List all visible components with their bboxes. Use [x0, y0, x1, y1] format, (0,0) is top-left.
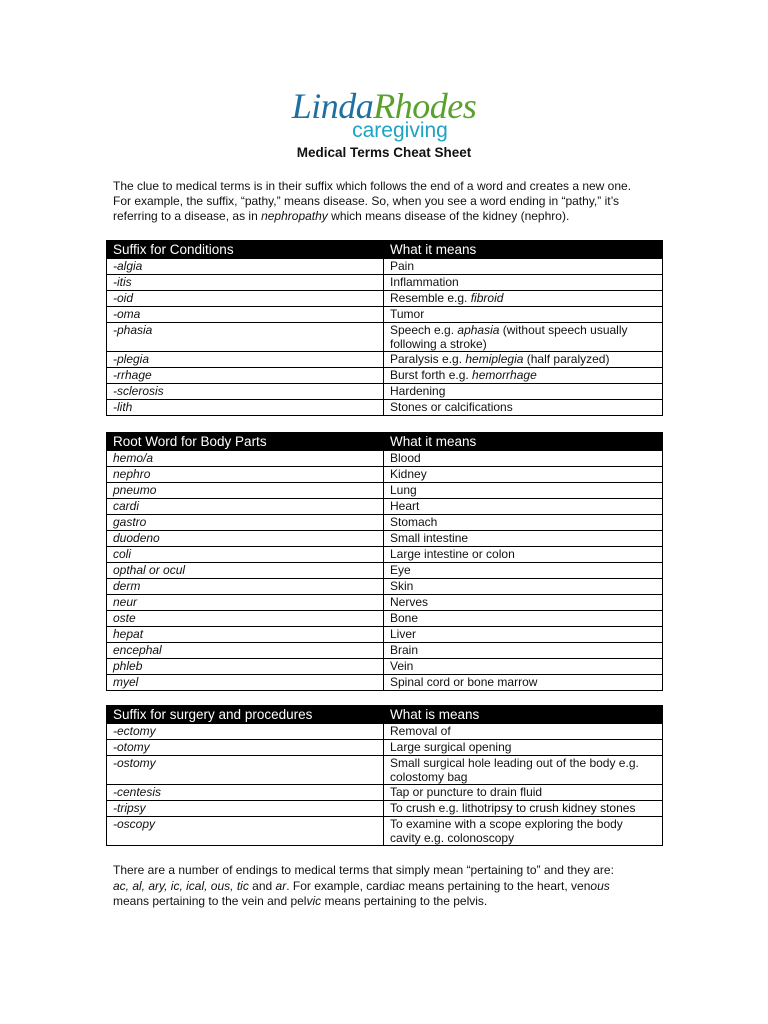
- table-row: [107, 643, 663, 659]
- meaning-cell: Paralysis e.g. hemiplegia (half paralyzed): [384, 352, 663, 368]
- body-parts-table: [106, 432, 663, 691]
- table-header-cell: What is means: [384, 706, 663, 724]
- meaning-cell: Stomach: [384, 515, 663, 531]
- table-header-cell: Root Word for Body Parts: [107, 433, 384, 451]
- term-cell: myel: [107, 675, 384, 691]
- table-header-cell: What it means: [384, 433, 663, 451]
- table-row: [107, 740, 663, 756]
- term-cell: -centesis: [107, 785, 384, 801]
- meaning-cell: To examine with a scope exploring the body cavity e.g. colonoscopy: [384, 817, 663, 846]
- table-header-row: [107, 433, 663, 451]
- term-cell: neur: [107, 595, 384, 611]
- table-row: [107, 579, 663, 595]
- term-cell: nephro: [107, 467, 384, 483]
- table-row: [107, 627, 663, 643]
- table-header-row: [107, 706, 663, 724]
- intro-paragraph: The clue to medical terms is in their suffix which follows the end of a word and creates a new one. For example, the suffix, “pathy,” means disease. So, when you see a word ending in “pathy,” it’s referring to a disease, as in nephropathy which means disease of the kidney (nephro).: [113, 179, 632, 223]
- meaning-cell: Brain: [384, 643, 663, 659]
- logo-wordmark: LindaRhodes: [291, 86, 477, 126]
- term-cell: hepat: [107, 627, 384, 643]
- page-title: Medical Terms Cheat Sheet: [296, 145, 472, 160]
- term-cell: -itis: [107, 275, 384, 291]
- term-cell: encephal: [107, 643, 384, 659]
- term-cell: hemo/a: [107, 451, 384, 467]
- term-cell: opthal or ocul: [107, 563, 384, 579]
- table-row: [107, 499, 663, 515]
- term-cell: -otomy: [107, 740, 384, 756]
- term-cell: -ostomy: [107, 756, 384, 785]
- term-cell: duodeno: [107, 531, 384, 547]
- table-row: [107, 259, 663, 275]
- meaning-cell: Burst forth e.g. hemorrhage: [384, 368, 663, 384]
- meaning-cell: Lung: [384, 483, 663, 499]
- meaning-cell: Hardening: [384, 384, 663, 400]
- term-cell: derm: [107, 579, 384, 595]
- table-header-cell: What it means: [384, 241, 663, 259]
- term-cell: -phasia: [107, 323, 384, 352]
- meaning-cell: Tumor: [384, 307, 663, 323]
- term-cell: -oscopy: [107, 817, 384, 846]
- meaning-cell: Small surgical hole leading out of the body e.g. colostomy bag: [384, 756, 663, 785]
- table-row: [107, 724, 663, 740]
- table-row: [107, 817, 663, 846]
- meaning-cell: Removal of: [384, 724, 663, 740]
- table-row: [107, 323, 663, 352]
- meaning-cell: Skin: [384, 579, 663, 595]
- term-cell: -oma: [107, 307, 384, 323]
- meaning-cell: Eye: [384, 563, 663, 579]
- meaning-cell: Speech e.g. aphasia (without speech usually following a stroke): [384, 323, 663, 352]
- table-row: [107, 659, 663, 675]
- term-cell: -tripsy: [107, 801, 384, 817]
- table-header-row: [107, 241, 663, 259]
- table-row: [107, 515, 663, 531]
- logo-tagline: caregiving: [352, 119, 448, 142]
- surgery-procedures-table: [106, 705, 663, 846]
- meaning-cell: Inflammation: [384, 275, 663, 291]
- table-row: [107, 307, 663, 323]
- meaning-cell: Vein: [384, 659, 663, 675]
- table-row: [107, 756, 663, 785]
- table-row: [107, 483, 663, 499]
- term-cell: -rrhage: [107, 368, 384, 384]
- term-cell: -lith: [107, 400, 384, 416]
- meaning-cell: Small intestine: [384, 531, 663, 547]
- meaning-cell: Stones or calcifications: [384, 400, 663, 416]
- term-cell: phleb: [107, 659, 384, 675]
- table-row: [107, 384, 663, 400]
- term-cell: -sclerosis: [107, 384, 384, 400]
- table-row: [107, 675, 663, 691]
- table-header-cell: Suffix for surgery and procedures: [107, 706, 384, 724]
- term-cell: -plegia: [107, 352, 384, 368]
- meaning-cell: Large surgical opening: [384, 740, 663, 756]
- term-cell: gastro: [107, 515, 384, 531]
- table-row: [107, 467, 663, 483]
- term-cell: coli: [107, 547, 384, 563]
- term-cell: oste: [107, 611, 384, 627]
- meaning-cell: Liver: [384, 627, 663, 643]
- table-row: [107, 563, 663, 579]
- meaning-cell: Tap or puncture to drain fluid: [384, 785, 663, 801]
- table-row: [107, 595, 663, 611]
- table-row: [107, 352, 663, 368]
- meaning-cell: Blood: [384, 451, 663, 467]
- term-cell: -ectomy: [107, 724, 384, 740]
- table-row: [107, 801, 663, 817]
- table-row: [107, 275, 663, 291]
- meaning-cell: Bone: [384, 611, 663, 627]
- term-cell: pneumo: [107, 483, 384, 499]
- table-row: [107, 611, 663, 627]
- meaning-cell: Spinal cord or bone marrow: [384, 675, 663, 691]
- table-row: [107, 531, 663, 547]
- meaning-cell: Pain: [384, 259, 663, 275]
- term-cell: cardi: [107, 499, 384, 515]
- table-row: [107, 547, 663, 563]
- table-header-cell: Suffix for Conditions: [107, 241, 384, 259]
- meaning-cell: To crush e.g. lithotripsy to crush kidney stones: [384, 801, 663, 817]
- meaning-cell: Heart: [384, 499, 663, 515]
- closing-paragraph: There are a number of endings to medical terms that simply mean “pertaining to” and they are: ac, al, ary, ic, ical, ous, tic and ar. For example, cardiac means pertaining to the heart, venous means pertaining to the vein and pelvic means pertaining to the pelvis.: [113, 863, 614, 908]
- table-row: [107, 451, 663, 467]
- table-row: [107, 291, 663, 307]
- term-cell: -oid: [107, 291, 384, 307]
- meaning-cell: Nerves: [384, 595, 663, 611]
- company-logo: [0, 88, 768, 141]
- meaning-cell: Resemble e.g. fibroid: [384, 291, 663, 307]
- conditions-table: [106, 240, 663, 416]
- table-row: [107, 368, 663, 384]
- table-row: [107, 400, 663, 416]
- meaning-cell: Kidney: [384, 467, 663, 483]
- term-cell: -algia: [107, 259, 384, 275]
- meaning-cell: Large intestine or colon: [384, 547, 663, 563]
- table-row: [107, 785, 663, 801]
